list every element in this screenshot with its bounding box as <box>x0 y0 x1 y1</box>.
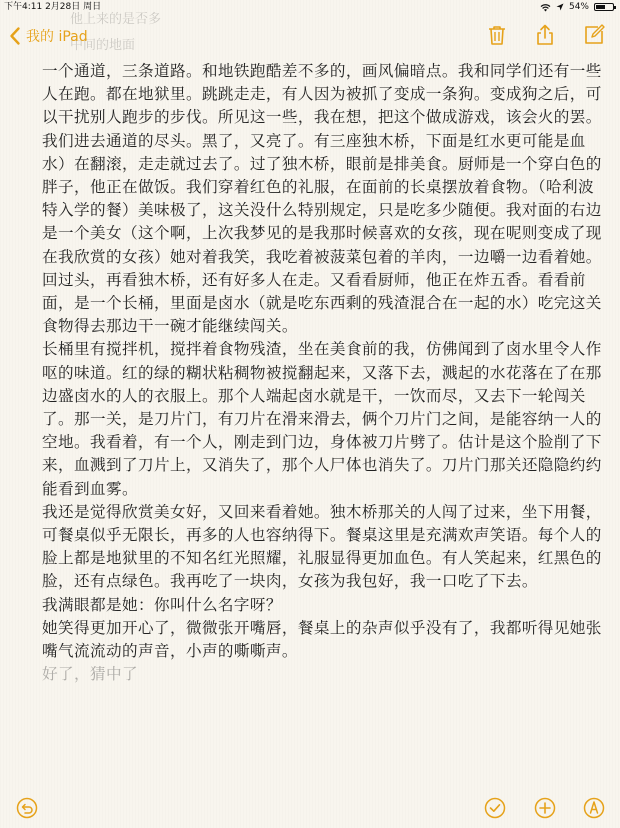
note-body[interactable] <box>42 60 608 684</box>
wifi-icon <box>540 3 551 12</box>
add-icon[interactable] <box>534 797 556 819</box>
ghost-text-line: 他上来的是否多 <box>70 12 162 27</box>
back-button-label: 我的 iPad <box>26 29 88 45</box>
undo-icon[interactable] <box>16 797 38 819</box>
back-button[interactable] <box>10 26 88 46</box>
status-time-date: 下午4:11 2月28日 周日 <box>4 2 102 12</box>
compose-icon[interactable] <box>583 24 605 46</box>
checklist-icon[interactable] <box>484 797 506 819</box>
ghost-text-line: 中间的地面 <box>70 38 136 53</box>
note-paragraph: 我们进去通道的尽头。黑了，又亮了。有三座独木桥，下面是红水更可能是血水）在翻滚，走走就过去了。过了独木桥，眼前是排美食。厨师是一个穿白色的胖子，他正在做饭。我们穿着红色的礼服，在面前的长桌摆放着食物。（哈利波特入学的餐）美味极了，这关没什么特别规定，只是吃多少随便。我对面的右边是一个美女（这个啊，上次我梦见的是我那时候喜欢的女孩，现在呢则变成了现在我欣赏的女孩）她对着我笑，我吃着被菠菜包着的羊肉，一边嚼一边看着她。回过头，再看独木桥，还有好多人在走。又看看厨师，他正在炸五香。看看前面，是一个长桶，里面是卤水（就是吃东西剩的残渣混合在一起的水）吃完这关食物得去那边干一碗才能继续闯关。 <box>42 131 602 336</box>
note-paragraph: 我满眼都是她：你叫什么名字呀？ <box>42 595 282 614</box>
note-paragraph: 她笑得更加开心了，微微张开嘴唇，餐桌上的杂声似乎没有了，我都听得见她张嘴气流流动的声音，小声的嘶嘶声。 <box>42 618 602 661</box>
share-icon[interactable] <box>534 24 556 46</box>
battery-icon <box>594 3 614 11</box>
battery-level <box>596 5 605 9</box>
battery-percent: 54% <box>568 2 589 12</box>
bottom-toolbar <box>0 788 620 828</box>
note-paragraph: 我还是觉得欣赏美女好，又回来看着她。独木桥那关的人闯了过来，坐下用餐，可餐桌似乎无限长，再多的人也容纳得下。餐桌这里是充满欢声笑语。每个人的脸上都是地狱里的不知名红光照耀，礼服显得更加血色。有人笑起来，红黑色的脸，还有点绿色。我再吃了一块肉，女孩为我包好，我一口吃了下去。 <box>42 502 602 591</box>
note-paragraph: 一个通道，三条道路。和地铁跑酷差不多的，画风偏暗点。我和同学们还有一些人在跑。都在地狱里。跳跳走走，有人因为被抓了变成一条狗。变成狗之后，可以干扰别人跑步的步伐。所见这一些，我在想，把这个做成游戏，该会火的罢。 <box>42 62 602 127</box>
chevron-left-icon <box>10 27 20 45</box>
note-paragraph: 长桶里有搅拌机，搅拌着食物残渣，坐在美食前的我，仿佛闻到了卤水里令人作呕的味道。红的绿的糊状粘稠物被搅翻起来，又落下去，溅起的水花落在了在那边盛卤水的人的衣服上。那个人端起卤水就是干，一饮而尽，又去下一轮闯关了。那一关，是刀片门，有刀片在滑来滑去，俩个刀片门之间，是能容纳一人的空地。我看着，有一个人，刚走到门边，身体被刀片劈了。估计是这个脸削了下来，血溅到了刀片上，又消失了，那个人尸体也消失了。刀片门那关还隐隐约约能看到血雾。 <box>42 340 602 498</box>
trash-icon[interactable] <box>486 24 508 46</box>
note-paragraph-cutoff: 好了，猜中了 <box>42 665 138 684</box>
navigation-bar <box>0 12 620 56</box>
markup-pen-icon[interactable] <box>583 797 605 819</box>
location-icon <box>556 3 564 11</box>
